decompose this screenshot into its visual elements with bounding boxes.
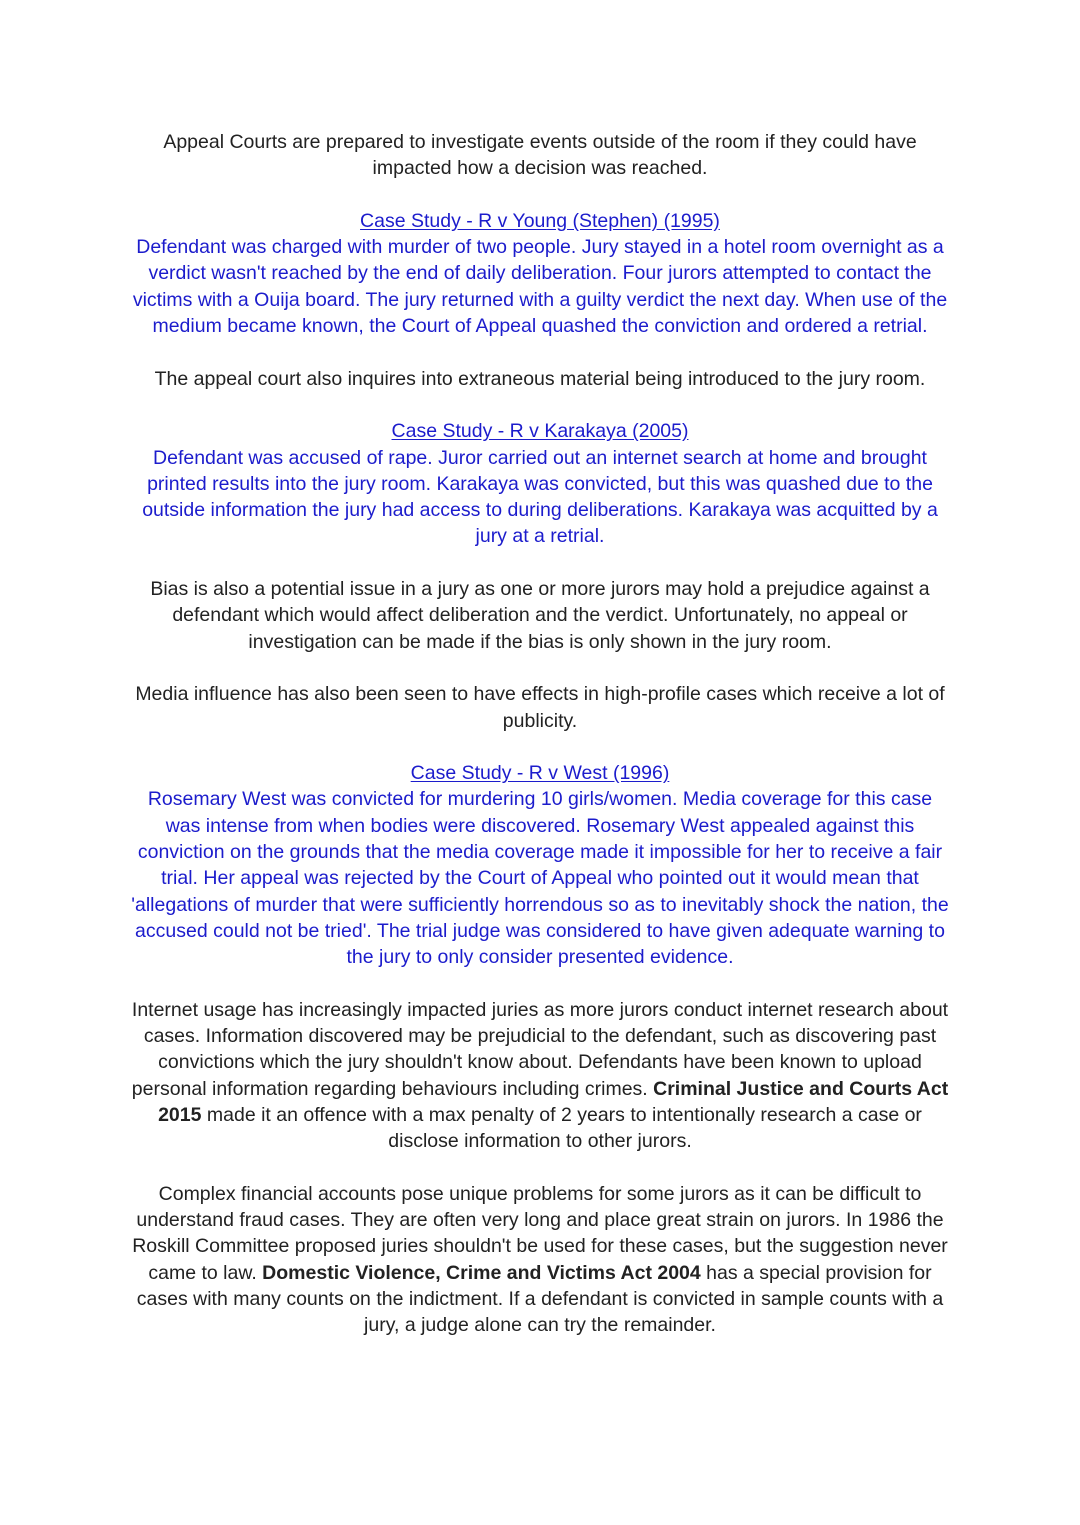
document-page [128,129,952,1365]
case-study-young [128,208,952,339]
case-study-body: Rosemary West was convicted for murdering 10 girls/women. Media coverage for this case was intense from when bodies were discovered. Rosemary West appealed against this conviction on the grounds that the media coverage made it impossible for her to receive a fair trial. Her appeal was rejected by the Court of Appeal who pointed out it would mean that 'allegations of murder that were sufficiently horrendous so as to inevitably shock the nation, the accused could not be tried'. The trial judge was considered to have given adequate warning to the jury to only consider presented evidence. [131,788,949,969]
case-study-body: Defendant was charged with murder of two people. Jury stayed in a hotel room overnight as a verdict wasn't reached by the end of daily deliberation. Four jurors attempted to contact the victims with a Ouija board. The jury returned with a guilty verdict the next day. When use of the medium became known, the Court of Appeal quashed the conviction and ordered a retrial. [132,236,948,338]
paragraph-extraneous-material: The appeal court also inquires into extraneous material being introduced to the jury room. [154,367,926,390]
paragraph-media-influence: Media influence has also been seen to have effects in high-profile cases which receive a lot of publicity. [135,683,945,732]
paragraph-text: Internet usage has increasingly impacted juries as more jurors conduct internet research about cases. Information discovered may be prejudicial to the defendant, such as discovering past convictions which the jury shouldn't know about. Defendants have been known to upload personal information regarding behaviours including crimes. [131,998,949,1100]
act-name-bold: Domestic Violence, Crime and Victims Act 2004 [262,1261,701,1284]
case-study-west [128,760,952,970]
paragraph-text: has a special provision for cases with many counts on the indictment. If a defendant is convicted in sample counts with a jury, a judge alone can try the remainder. [136,1261,944,1337]
paragraph-bias: Bias is also a potential issue in a jury as one or more jurors may hold a prejudice against a defendant which would affect deliberation and the verdict. Unfortunately, no appeal or investigation can be made if the bias is only shown in the jury room. [150,578,930,653]
paragraph-appeal-courts: Appeal Courts are prepared to investigate events outside of the room if they could have impacted how a decision was reached. [163,131,917,180]
paragraph-internet-usage [128,997,952,1155]
paragraph-complex-financial [128,1181,952,1339]
paragraph-text: Complex financial accounts pose unique problems for some jurors as it can be difficult to understand fraud cases. They are often very long and place great strain on jurors. In 1986 the Roskill Committee proposed juries shouldn't be used for these cases, but the suggestion never came to law. [132,1182,948,1284]
case-study-karakaya [128,418,952,549]
case-study-title-link[interactable]: Case Study - R v Karakaya (2005) [391,420,689,443]
act-name-bold: Criminal Justice and Courts Act 2015 [158,1077,949,1126]
case-study-body: Defendant was accused of rape. Juror carried out an internet search at home and brought printed results into the jury room. Karakaya was convicted, but this was quashed due to the outside information the jury had access to during deliberations. Karakaya was acquitted by a jury at a retrial. [142,446,938,548]
case-study-title-link[interactable]: Case Study - R v West (1996) [410,762,670,785]
paragraph-text: made it an offence with a max penalty of 2 years to intentionally research a case or disclose information to other jurors. [201,1103,922,1153]
case-study-title-link[interactable]: Case Study - R v Young (Stephen) (1995) [360,209,720,232]
